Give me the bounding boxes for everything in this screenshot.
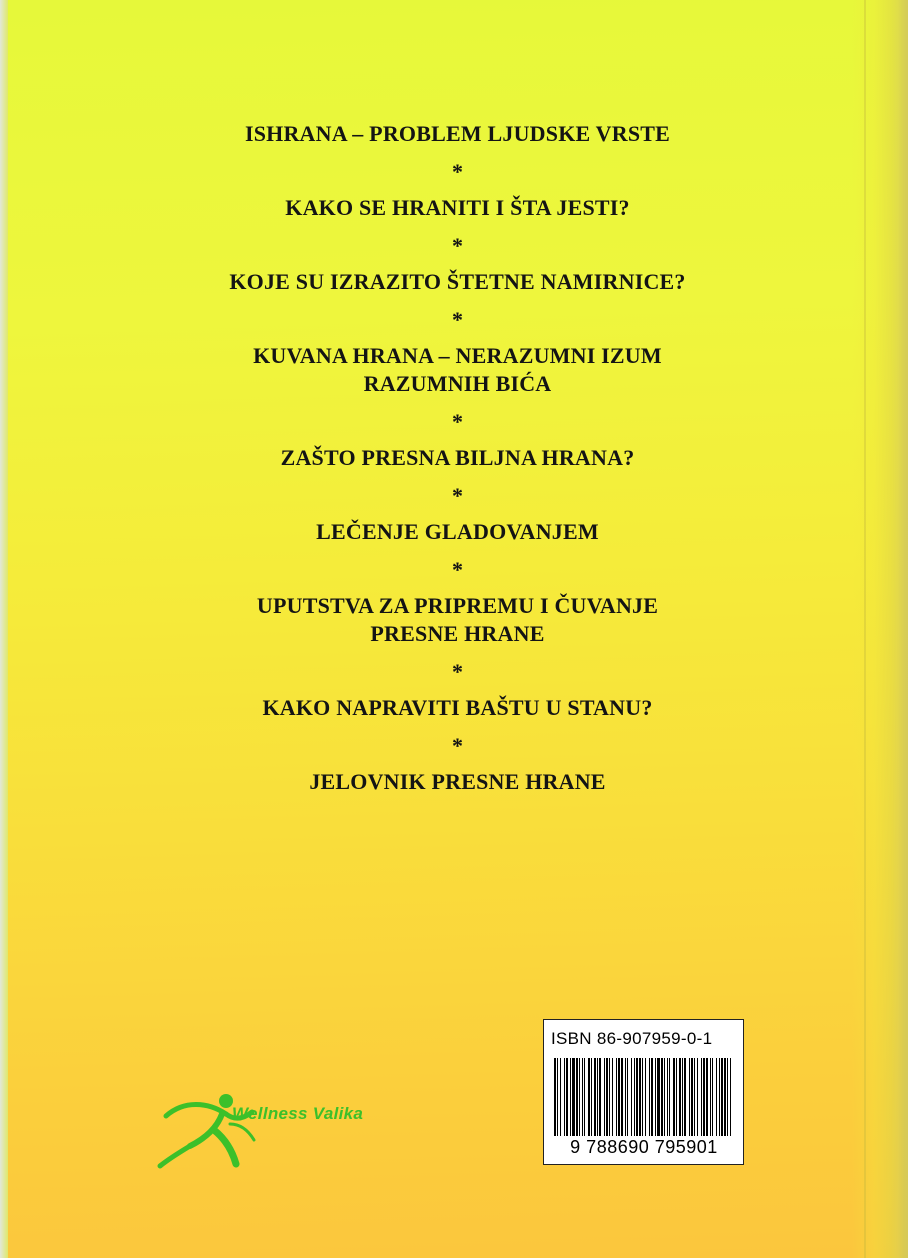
asterisk-separator: *: [452, 233, 463, 258]
barcode-digits: 9 788690 795901: [552, 1136, 736, 1158]
contents-entry-line: KOJE SU IZRAZITO ŠTETNE NAMIRNICE?: [229, 269, 686, 294]
contents-entry-line: KUVANA HRANA – NERAZUMNI IZUM: [253, 343, 662, 368]
contents-entry-line: KAKO NAPRAVITI BAŠTU U STANU?: [262, 695, 653, 720]
contents-entry: [0, 342, 908, 398]
contents-entry-line: KAKO SE HRANITI I ŠTA JESTI?: [285, 195, 630, 220]
asterisk-separator: *: [452, 733, 463, 758]
contents-entry-line: JELOVNIK PRESNE HRANE: [309, 769, 606, 794]
running-figure-icon: [156, 1090, 266, 1170]
asterisk-separator: *: [452, 483, 463, 508]
contents-entry-line: UPUTSTVA ZA PRIPREMU I ČUVANJE: [256, 593, 659, 618]
barcode: [552, 1058, 736, 1156]
asterisk-separator: *: [452, 307, 463, 332]
contents-entry: [0, 444, 908, 472]
asterisk-separator: *: [452, 659, 463, 684]
isbn-box: [543, 1019, 744, 1165]
contents-list: [0, 120, 908, 796]
asterisk-separator: *: [452, 159, 463, 184]
contents-entry: [0, 518, 908, 546]
contents-entry: [0, 120, 908, 148]
publisher-name: Wellness Valika: [232, 1104, 364, 1123]
contents-entry: [0, 268, 908, 296]
contents-entry-line: RAZUMNIH BIĆA: [363, 371, 552, 396]
contents-entry: [0, 194, 908, 222]
contents-entry: [0, 768, 908, 796]
contents-entry-line: ISHRANA – PROBLEM LJUDSKE VRSTE: [244, 121, 671, 146]
asterisk-separator: *: [452, 557, 463, 582]
contents-entry-line: ZAŠTO PRESNA BILJNA HRANA?: [280, 445, 635, 470]
contents-entry-line: LEČENJE GLADOVANJEM: [316, 519, 599, 544]
asterisk-separator: *: [452, 409, 463, 434]
contents-entry: [0, 694, 908, 722]
contents-entry-line: PRESNE HRANE: [370, 621, 545, 646]
isbn-label: ISBN 86-907959-0-1: [551, 1029, 713, 1048]
contents-entry: [0, 592, 908, 648]
publisher-logo: [156, 1090, 426, 1170]
